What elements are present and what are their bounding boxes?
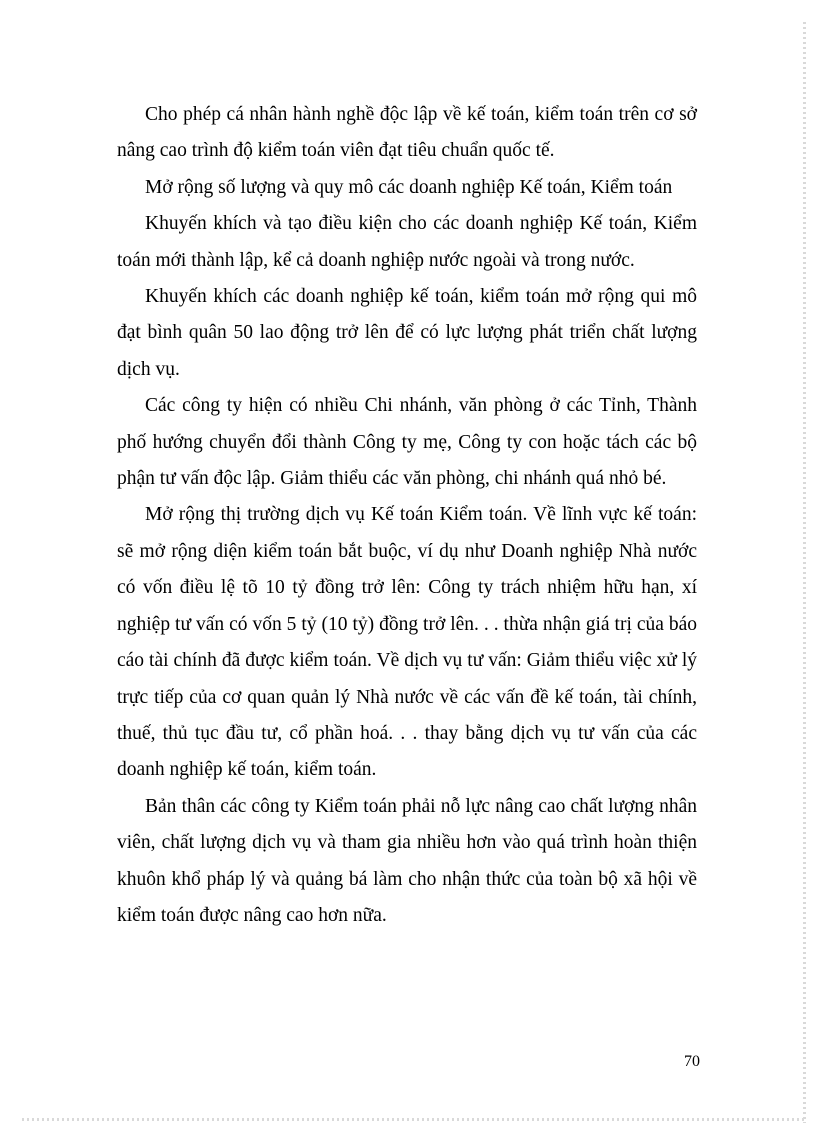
paragraph-quality-improvement: Bản thân các công ty Kiểm toán phải nỗ lực nâng cao chất lượng nhân viên, chất lượng dịch vụ và tham gia nhiều hơn vào quá trình hoàn thiện khuôn khổ pháp lý và quảng bá làm cho nhận thức của toàn bộ xã hội về kiểm toán được nâng cao hơn nữa. — [117, 795, 697, 926]
paragraph-market-expansion: Mở rộng thị trường dịch vụ Kế toán Kiểm toán. Về lĩnh vực kế toán: sẽ mở rộng diện kiểm toán bắt buộc, ví dụ như Doanh nghiệp Nhà nước có vốn điều lệ tõ 10 tỷ đồng trở lên: Công ty trách nhiệm hữu hạn, xí nghiệp tư vấn có vốn 5 tỷ (10 tỷ) đồng trở lên. . . thừa nhận giá trị của báo cáo tài chính đã được kiểm toán. Về dịch vụ tư vấn: Giảm thiểu việc xử lý trực tiếp của cơ quan quản lý Nhà nước về các vấn đề kế toán, tài chính, thuế, thủ tục đầu tư, cổ phần hoá. . . thay bằng dịch vụ tư vấn của các doanh nghiệp kế toán, kiểm toán. — [117, 504, 697, 781]
paragraph-encourage-new-firms: Khuyến khích và tạo điều kiện cho các doanh nghiệp Kế toán, Kiểm toán mới thành lập, kể cả doanh nghiệp nước ngoài và trong nước. — [117, 213, 697, 271]
paragraph-individual-practice: Cho phép cá nhân hành nghề độc lập về kế toán, kiểm toán trên cơ sở nâng cao trình độ kiểm toán viên đạt tiêu chuẩn quốc tế. — [117, 104, 697, 162]
page-edge-right — [803, 22, 806, 1123]
body-text — [117, 97, 697, 934]
paragraph-branch-restructure: Các công ty hiện có nhiều Chi nhánh, văn phòng ở các Tỉnh, Thành phố hướng chuyển đổi thành Công ty mẹ, Công ty con hoặc tách các bộ phận tư vấn độc lập. Giảm thiểu các văn phòng, chi nhánh quá nhỏ bé. — [117, 395, 697, 490]
paragraph-scale-up: Khuyến khích các doanh nghiệp kế toán, kiểm toán mở rộng qui mô đạt bình quân 50 lao động trở lên để có lực lượng phát triển chất lượng dịch vụ. — [117, 286, 697, 380]
paragraph-expand-firms: Mở rộng số lượng và quy mô các doanh nghiệp Kế toán, Kiểm toán — [145, 176, 673, 198]
page-edge-bottom — [22, 1118, 806, 1121]
page-number: 70 — [684, 1053, 700, 1070]
